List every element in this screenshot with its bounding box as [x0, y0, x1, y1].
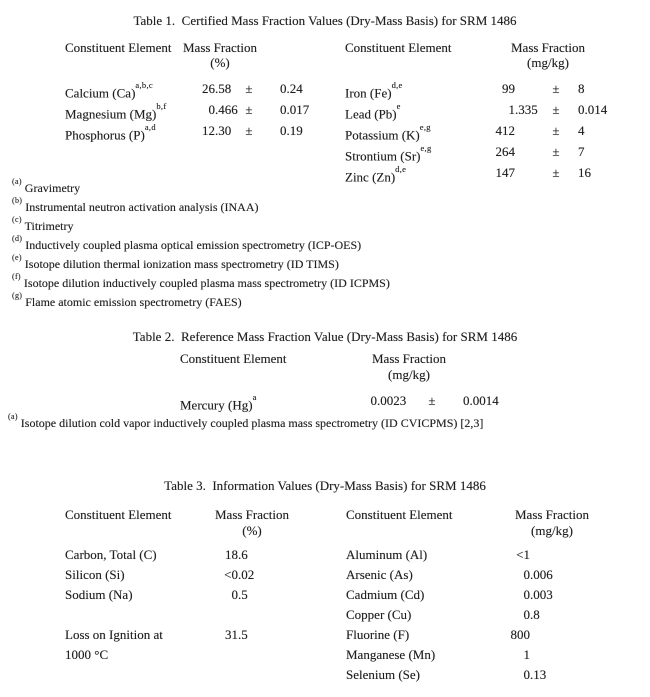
- value-int: <0: [224, 567, 238, 582]
- table-row: [0, 667, 650, 683]
- table2-header-element: Constituent Element: [180, 351, 287, 366]
- value-frac: .0023: [377, 393, 407, 408]
- uncertainty: 0.24: [280, 81, 303, 96]
- element-name: Loss on Ignition at: [65, 627, 163, 642]
- value-frac: .6: [238, 547, 248, 562]
- footnote: [12, 215, 390, 234]
- value-int: 26: [202, 81, 215, 96]
- value-frac: .5: [238, 587, 248, 602]
- element-name: Cadmium (Cd): [346, 587, 425, 602]
- value-int: 18: [225, 547, 238, 562]
- element-name: Copper (Cu): [346, 607, 412, 622]
- footnote-text: Isotope dilution inductively coupled plasma mass spectrometry (ID ICPMS): [23, 276, 390, 290]
- element-name: Selenium (Se): [346, 667, 421, 682]
- table3-header-element-right: Constituent Element: [346, 507, 453, 522]
- uncertainty: 0.014: [578, 102, 608, 117]
- value-frac: .5: [238, 627, 248, 642]
- footnote: [12, 234, 390, 253]
- uncertainty: 7: [578, 144, 585, 159]
- plus-minus: ±: [552, 123, 560, 138]
- table-row: [0, 79, 650, 101]
- plus-minus: ±: [245, 102, 253, 117]
- plus-minus: ±: [245, 81, 253, 96]
- plus-minus: ±: [428, 393, 436, 408]
- footnote: [12, 291, 390, 310]
- table3-header-massfraction-right: Mass Fraction: [514, 507, 590, 522]
- element-name: Potassium $(K)^{e,g}$: [345, 121, 431, 143]
- value-int: <1: [516, 547, 530, 562]
- value-int: 0: [370, 393, 377, 408]
- value-frac: .8: [530, 607, 540, 622]
- footnote: [12, 177, 390, 196]
- table3-header-unit-left: (%): [242, 523, 262, 538]
- method-superscript: a: [252, 391, 257, 402]
- uncertainty: 8: [578, 81, 585, 96]
- footnote-text: Isotope dilution thermal ionization mass spectrometry (ID TIMS): [24, 257, 339, 271]
- footnote: [12, 196, 390, 215]
- footnote-text: Instrumental neutron activation analysis (INAA): [25, 200, 259, 214]
- element-name: Silicon (Si): [65, 567, 125, 582]
- footnote-text: Flame atomic emission spectrometry (FAES): [25, 295, 242, 309]
- element-name: Arsenic (As): [346, 567, 413, 582]
- footnote: [12, 253, 390, 272]
- value-int: 0: [523, 587, 530, 602]
- element-name: Aluminum (Al): [346, 547, 428, 562]
- footnote-marker: (e): [12, 252, 22, 262]
- footnote-text: Titrimetry: [24, 219, 74, 233]
- table-row: [0, 121, 650, 143]
- footnote: [12, 272, 390, 291]
- value-int: 0: [523, 567, 530, 582]
- plus-minus: ±: [552, 165, 560, 180]
- table3-title: Table 3. Information Values (Dry-Mass Basis) for SRM 1486: [164, 478, 486, 493]
- table3-header-massfraction-left: Mass Fraction: [214, 507, 290, 522]
- value-int: 0: [231, 587, 238, 602]
- footnote-text: Isotope dilution cold vapor inductively coupled plasma mass spectrometry (ID CVICPMS) [2,3]: [20, 416, 484, 430]
- method-superscript: d,e: [395, 163, 407, 174]
- table-row: [0, 142, 650, 164]
- method-superscript: e: [396, 100, 401, 111]
- table1-header-massfraction-right: Mass Fraction: [510, 40, 586, 55]
- value-int: 0: [523, 667, 530, 682]
- table1-header-unit-left: (%): [210, 55, 230, 70]
- footnote-text: Inductively coupled plasma optical emission spectrometry (ICP-OES): [25, 238, 362, 252]
- method-superscript: a,d: [144, 121, 156, 132]
- value-frac: .58: [215, 81, 232, 96]
- element-name: Phosphorus $(P)^{a,d}$: [65, 121, 156, 143]
- value-int: 99: [502, 81, 515, 96]
- value-int: 412: [495, 123, 515, 138]
- table1-header-element-right: Constituent Element: [345, 40, 452, 55]
- value-frac: .335: [515, 102, 538, 117]
- value-frac: .13: [530, 667, 547, 682]
- method-superscript: e,g: [419, 121, 431, 132]
- element-name: Zinc $(Zn)^{d,e}$: [345, 163, 407, 185]
- element-name: Manganese (Mn): [346, 647, 436, 662]
- value-int: 147: [495, 165, 515, 180]
- element-name: Iron $(Fe)^{d,e}$: [345, 79, 403, 101]
- footnote-marker: (f): [12, 271, 21, 281]
- table-row: [0, 391, 650, 413]
- table-row: [0, 587, 650, 603]
- value-int: 264: [495, 144, 515, 159]
- value-frac: .02: [238, 567, 255, 582]
- footnote-marker: (d): [12, 233, 23, 243]
- table1-footnotes: [12, 177, 390, 310]
- footnote-marker: (g): [12, 290, 23, 300]
- table-row: [0, 100, 650, 122]
- element-name: Calcium $(Ca)^{a,b,c}$: [65, 79, 153, 101]
- footnote-marker: (a): [12, 176, 22, 186]
- table2-footnote: [8, 411, 484, 431]
- uncertainty: 16: [578, 165, 591, 180]
- table-row: [0, 567, 650, 583]
- value-frac: .466: [215, 102, 238, 117]
- element-name: Lead $(Pb)^e$: [345, 100, 401, 122]
- table-row: [0, 627, 650, 643]
- method-superscript: d,e: [391, 79, 403, 90]
- table1-header-element-left: Constituent Element: [65, 40, 172, 55]
- element-name: Mercury $(Hg)^a$: [180, 391, 257, 413]
- element-name: Strontium $(Sr)^{e,g}$: [345, 142, 432, 164]
- table-row: [0, 547, 650, 563]
- table1-header-massfraction-left: Mass Fraction: [182, 40, 258, 55]
- value-frac: .30: [215, 123, 232, 138]
- value-frac: .003: [530, 587, 553, 602]
- value-int: 1: [523, 647, 530, 662]
- plus-minus: ±: [245, 123, 253, 138]
- value-int: 0: [523, 607, 530, 622]
- table-row: [0, 607, 650, 623]
- element-name: Fluorine (F): [346, 627, 410, 642]
- method-superscript: a,b,c: [135, 79, 153, 90]
- element-name: Carbon, Total (C): [65, 547, 157, 562]
- table2-title: Table 2. Reference Mass Fraction Value (Dry-Mass Basis) for SRM 1486: [132, 329, 518, 344]
- uncertainty: 4: [578, 123, 585, 138]
- table2-header-massfraction: Mass Fraction: [371, 351, 447, 366]
- table1-header-unit-right: (mg/kg): [527, 55, 569, 70]
- value-int: 800: [510, 627, 530, 642]
- method-superscript: b,f: [156, 100, 167, 111]
- footnote-marker: (a): [8, 411, 18, 421]
- uncertainty: 0.0014: [463, 393, 499, 408]
- table3-header-element-left: Constituent Element: [65, 507, 172, 522]
- value-int: 12: [202, 123, 215, 138]
- value-int: 31: [225, 627, 238, 642]
- footnote-marker: (c): [12, 214, 22, 224]
- table1-title: Table 1. Certified Mass Fraction Values (Dry-Mass Basis) for SRM 1486: [133, 13, 517, 28]
- element-name: Magnesium $(Mg)^{b,f}$: [65, 100, 167, 122]
- method-superscript: e,g: [420, 142, 432, 153]
- uncertainty: 0.017: [280, 102, 310, 117]
- value-int: 1: [508, 102, 515, 117]
- element-name: Sodium (Na): [65, 587, 133, 602]
- uncertainty: 0.19: [280, 123, 303, 138]
- table3-header-unit-right: (mg/kg): [531, 523, 573, 538]
- footnote-text: Gravimetry: [24, 181, 81, 195]
- plus-minus: ±: [552, 81, 560, 96]
- value-frac: .006: [530, 567, 553, 582]
- table2-header-unit: (mg/kg): [388, 367, 430, 382]
- plus-minus: ±: [552, 144, 560, 159]
- footnote-marker: (b): [12, 195, 23, 205]
- element-name: 1000 °C: [65, 647, 109, 662]
- table-row: [0, 647, 650, 663]
- plus-minus: ±: [552, 102, 560, 117]
- value-int: 0: [208, 102, 215, 117]
